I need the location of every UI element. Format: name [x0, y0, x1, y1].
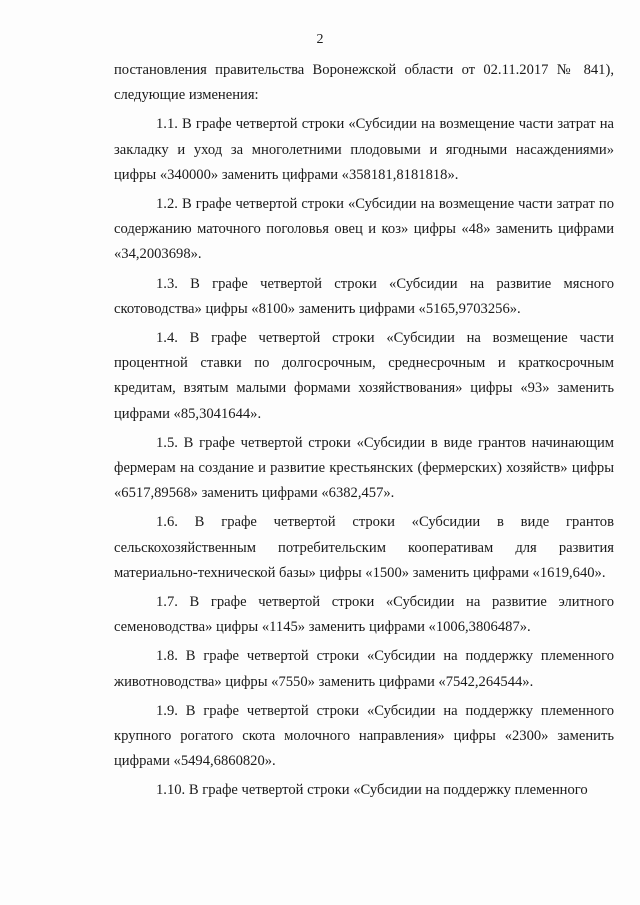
document-body — [114, 58, 614, 804]
item-1-3: 1.3. В графе четвертой строки «Субсидии на развитие мясного скотоводства» цифры «8100» заменить цифрами «5165,9703256». — [114, 275, 614, 317]
item-1-1: 1.1. В графе четвертой строки «Субсидии на возмещение части затрат на закладку и уход за многолетними плодовыми и ягодными насаждениями» цифры «340000» заменить цифрами «358181,8181818». — [114, 116, 614, 183]
item-1-6: 1.6. В графе четвертой строки «Субсидии в виде грантов сельскохозяйственным потребительским кооперативам для развития материально-технической базы» цифры «1500» заменить цифрами «1619,640». — [114, 514, 614, 581]
item-1-9: 1.9. В графе четвертой строки «Субсидии на поддержку племенного крупного рогатого скота молочного направления» цифры «2300» заменить цифрами «5494,6860820». — [114, 702, 614, 770]
item-1-4: 1.4. В графе четвертой строки «Субсидии на возмещение части процентной ставки по долгосрочным, среднесрочным и краткосрочным кредитам, взятым малыми формами хозяйствования» цифры «93» заменить цифрами «85,3041644». — [114, 330, 614, 422]
intro-line-1: постановления правительства Воронежской области от 02.11.2017 № 841), — [114, 62, 614, 78]
intro-line-2: следующие изменения: — [114, 87, 259, 104]
page-number: 2 — [316, 32, 324, 47]
item-1-8: 1.8. В графе четвертой строки «Субсидии на поддержку племенного животноводства» цифры «7550» заменить цифрами «7542,264544». — [114, 648, 614, 690]
item-1-10: 1.10. В графе четвертой строки «Субсидии на поддержку племенного — [156, 782, 588, 799]
item-1-7: 1.7. В графе четвертой строки «Субсидии на развитие элитного семеноводства» цифры «1145» заменить цифрами «1006,3806487». — [114, 594, 614, 636]
item-1-5: 1.5. В графе четвертой строки «Субсидии в виде грантов начинающим фермерам на создание и развитие крестьянских (фермерских) хозяйств» цифры «6517,89568» заменить цифрами «6382,457». — [114, 434, 614, 502]
item-1-2: 1.2. В графе четвертой строки «Субсидии на возмещение части затрат по содержанию маточного поголовья овец и коз» цифры «48» заменить цифрами «34,2003698». — [114, 196, 614, 263]
